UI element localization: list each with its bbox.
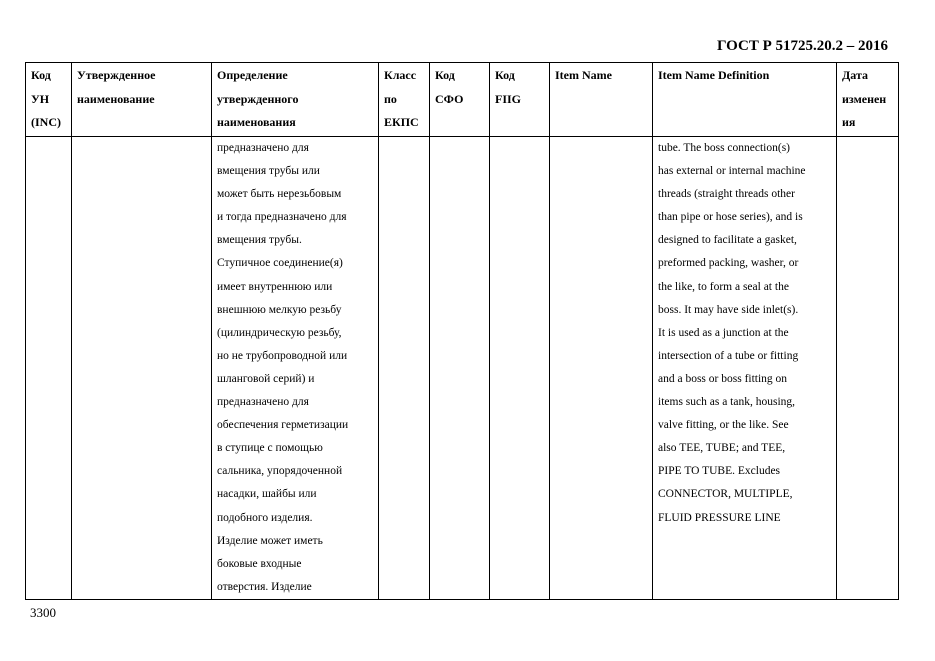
- definition-line: но не трубопроводной или: [217, 349, 348, 362]
- definition-line: внешнюю мелкую резьбу: [217, 303, 342, 316]
- definition-line: имеет внутреннюю или: [217, 280, 333, 293]
- definition-line: боковые входные: [217, 557, 302, 570]
- definition-line: It is used as a junction at the: [658, 326, 789, 339]
- col-header-fiig-code: Код FIIG: [490, 63, 550, 137]
- cell-definition-en: [653, 137, 837, 600]
- col-header-ekps-class: Класс по ЕКПС: [379, 63, 430, 137]
- definition-line: и тогда предназначено для: [217, 211, 347, 224]
- definition-en-text: [658, 137, 831, 530]
- col-header-item-name: Item Name: [550, 63, 653, 137]
- col-header-approved-name: Утвержденное наименование: [72, 63, 212, 137]
- cell-fiig-code: [490, 137, 550, 600]
- definition-line: предназначено для: [217, 396, 309, 409]
- cell-definition-ru: [212, 137, 379, 600]
- definition-line: обеспечения герметизации: [217, 419, 349, 432]
- col-header-sfo-code: Код СФО: [430, 63, 490, 137]
- definition-line: and a boss or boss fitting on: [658, 372, 788, 385]
- definition-line: intersection of a tube or fitting: [658, 349, 799, 362]
- definition-line: boss. It may have side inlet(s).: [658, 303, 799, 316]
- definition-line: FLUID PRESSURE LINE: [658, 511, 781, 524]
- col-header-change-date: Дата изменен ия: [837, 63, 899, 137]
- definition-line: (цилиндрическую резьбу,: [217, 326, 342, 339]
- definition-ru-text: [217, 137, 373, 599]
- definition-line: вмещения трубы.: [217, 234, 302, 247]
- table-row: [26, 137, 899, 600]
- definition-line: the like, to form a seal at the: [658, 280, 789, 293]
- cell-change-date: [837, 137, 899, 600]
- col-header-inc-code: Код УН (INC): [26, 63, 72, 137]
- definition-line: шланговой серий) и: [217, 372, 315, 385]
- definition-line: Изделие может иметь: [217, 534, 323, 547]
- definition-line: items such as a tank, housing,: [658, 396, 796, 409]
- col-header-item-name-definition: Item Name Definition: [653, 63, 837, 137]
- page-number: 3300: [30, 605, 56, 620]
- definition-line: PIPE TO TUBE. Excludes: [658, 465, 781, 478]
- table-header-row: [26, 63, 899, 137]
- definition-line: CONNECTOR, MULTIPLE,: [658, 488, 793, 501]
- definition-line: also TEE, TUBE; and TEE,: [658, 442, 786, 455]
- definition-line: Ступичное соединение(я): [217, 257, 343, 270]
- items-table: [25, 62, 899, 600]
- definition-line: подобного изделия.: [217, 511, 313, 524]
- definition-line: valve fitting, or the like. See: [658, 419, 789, 432]
- cell-ekps-class: [379, 137, 430, 600]
- col-header-approved-name-definition: Определение утвержденного наименования: [212, 63, 379, 137]
- cell-item-name: [550, 137, 653, 600]
- definition-line: отверстия. Изделие: [217, 580, 312, 593]
- cell-inc-code: [26, 137, 72, 600]
- definition-line: tube. The boss connection(s): [658, 142, 791, 154]
- definition-line: сальника, упорядоченной: [217, 465, 343, 478]
- definition-line: может быть нерезьбовым: [217, 188, 342, 201]
- cell-approved-name: [72, 137, 212, 600]
- cell-sfo-code: [430, 137, 490, 600]
- definition-line: than pipe or hose series), and is: [658, 211, 803, 224]
- definition-line: насадки, шайбы или: [217, 488, 317, 501]
- document-standard-number: ГОСТ Р 51725.20.2 – 2016: [716, 38, 888, 54]
- definition-line: has external or internal machine: [658, 165, 806, 178]
- definition-line: threads (straight threads other: [658, 188, 795, 201]
- definition-line: designed to facilitate a gasket,: [658, 234, 797, 247]
- definition-line: в ступице с помощью: [217, 442, 323, 455]
- definition-line: preformed packing, washer, or: [658, 257, 799, 270]
- definition-line: предназначено для: [217, 142, 309, 154]
- definition-line: вмещения трубы или: [217, 165, 320, 178]
